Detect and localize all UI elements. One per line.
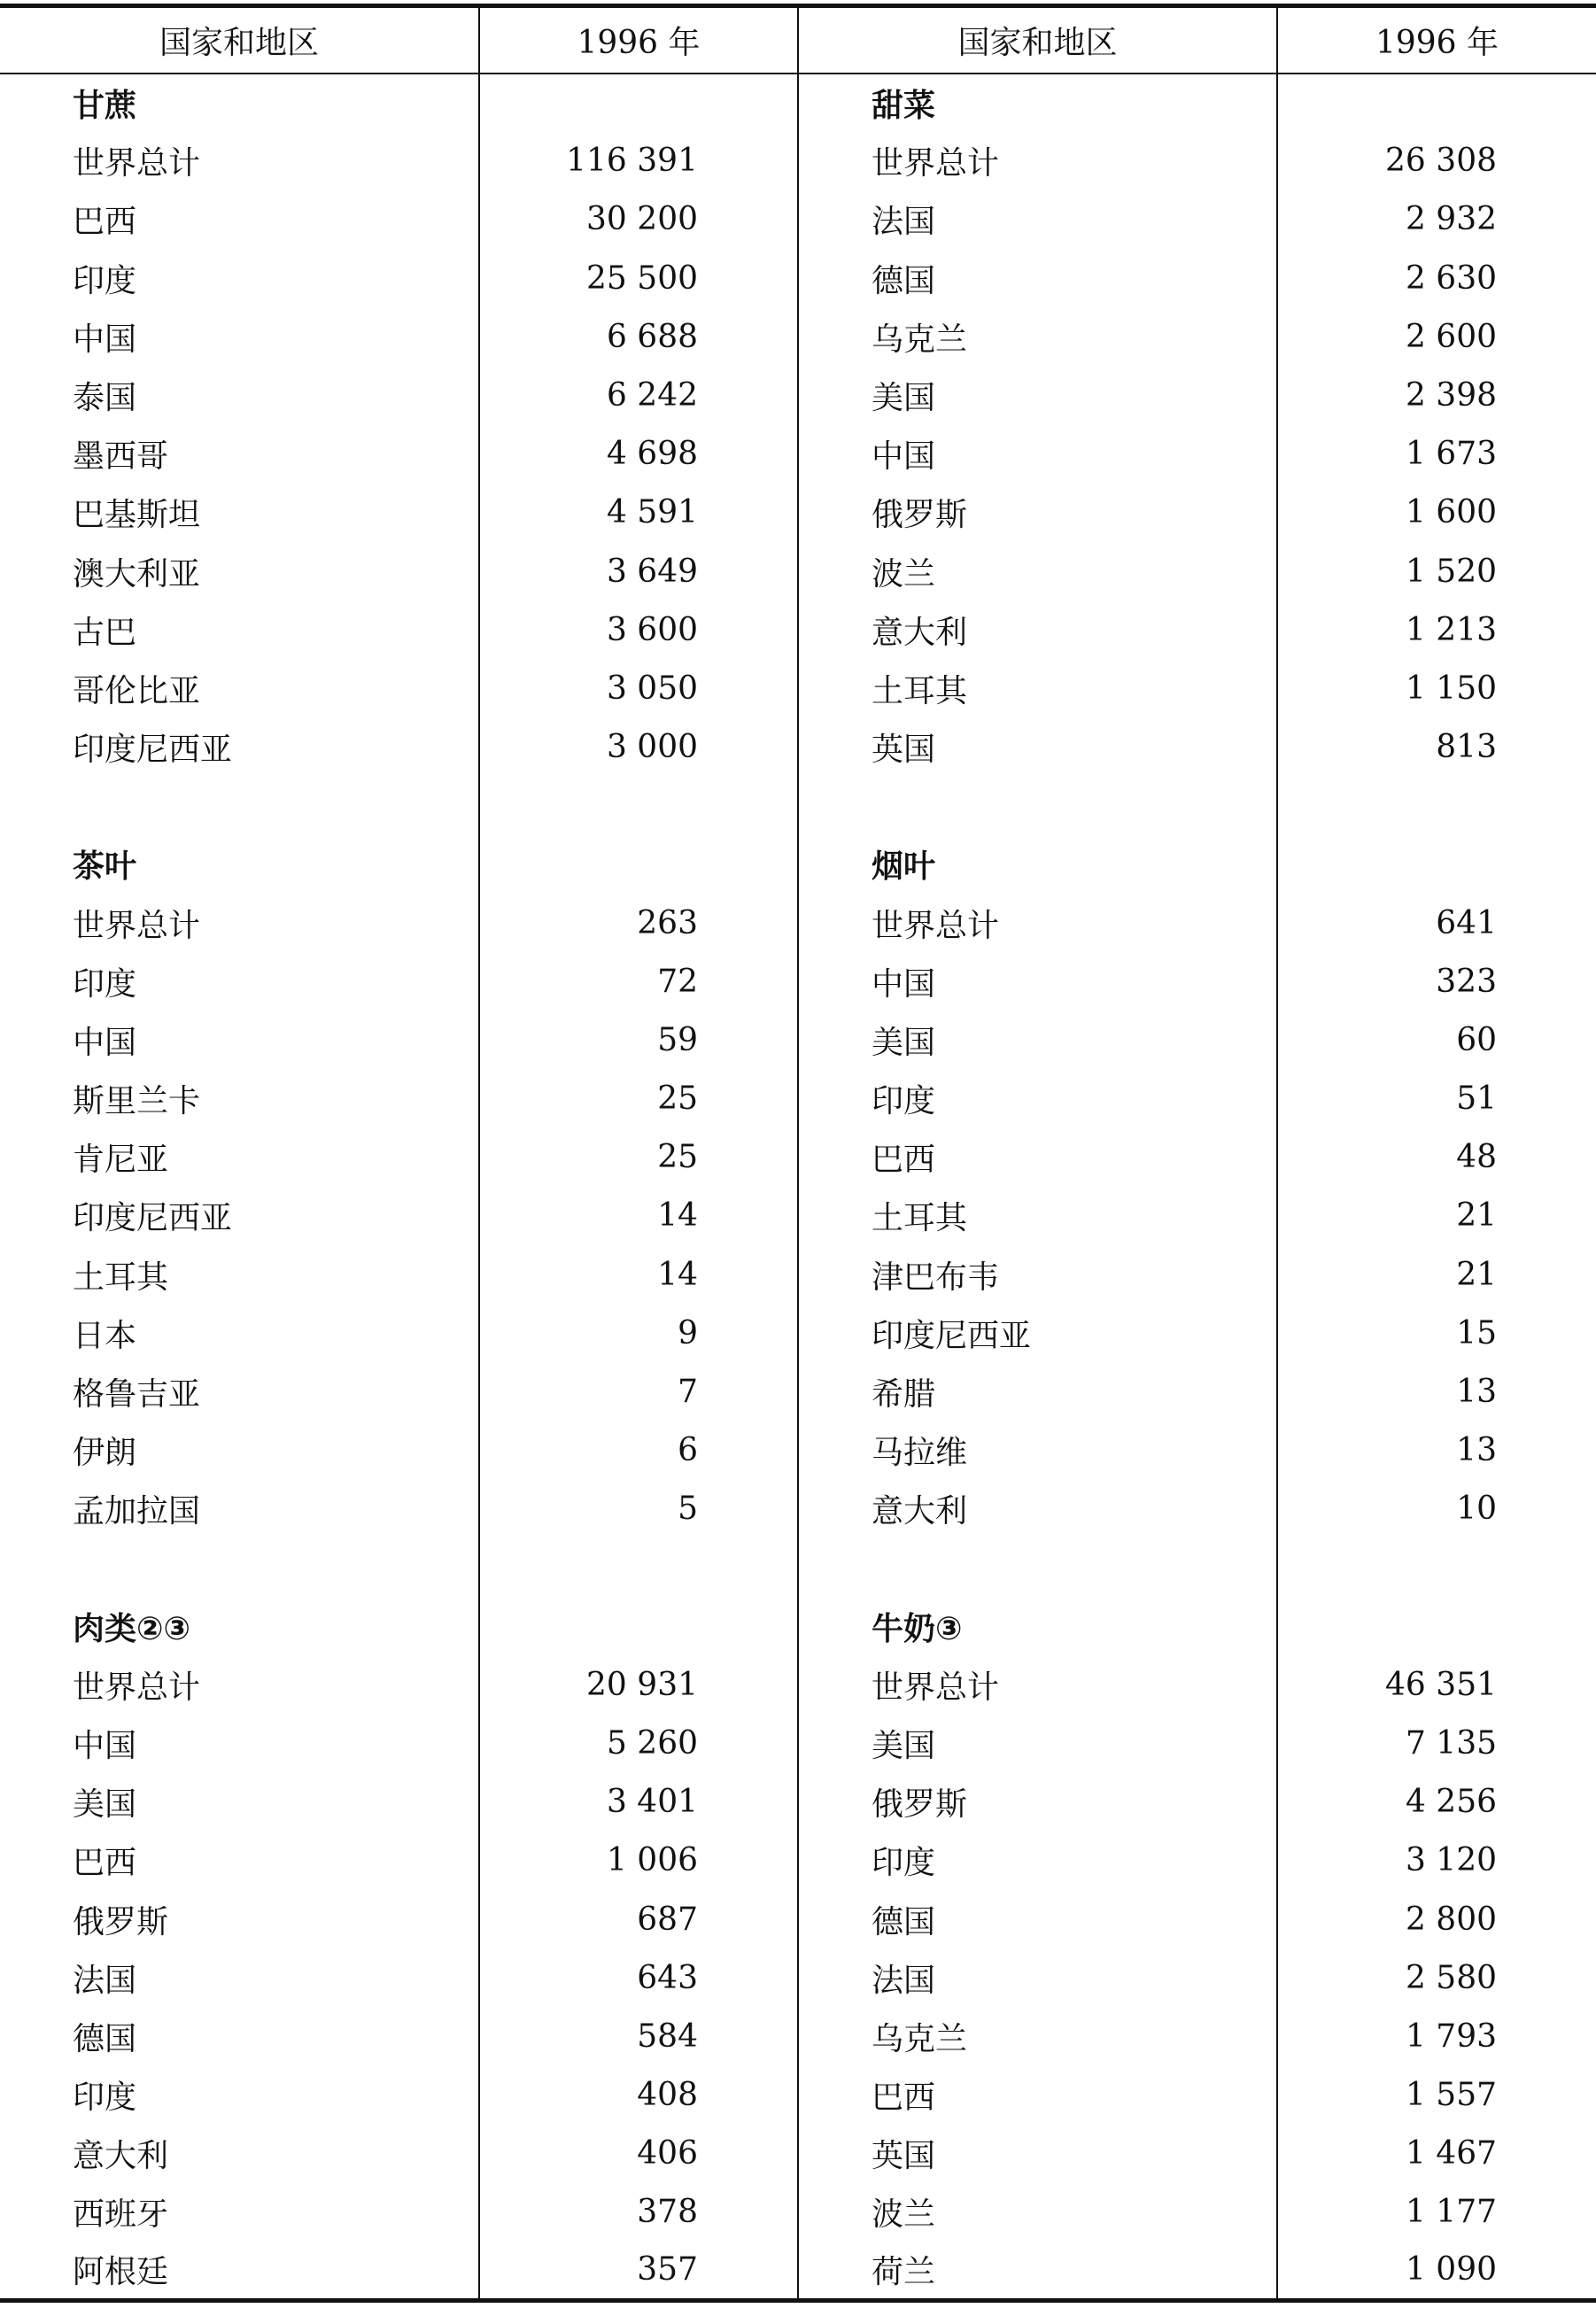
table-row	[0, 1421, 1596, 1480]
right-value-cell: 1 177	[1277, 2183, 1596, 2242]
left-value-cell: 6 688	[479, 307, 798, 366]
category-row	[0, 74, 1596, 132]
left-value-cell: 6 242	[479, 366, 798, 424]
right-region-cell: 德国	[798, 249, 1277, 307]
right-region-cell: 巴西	[798, 2066, 1277, 2125]
left-region-cell: 日本	[73, 1317, 137, 1354]
right-value-cell: 1 673	[1277, 425, 1596, 484]
right-value-cell: 2 398	[1277, 366, 1596, 424]
left-value-cell: 25	[479, 1128, 798, 1187]
right-value-cell: 2 800	[1277, 1890, 1596, 1948]
right-value-cell: 1 467	[1277, 2125, 1596, 2183]
table-row	[0, 2183, 1596, 2242]
left-value-cell: 4 591	[479, 484, 798, 542]
right-region-cell: 德国	[798, 1890, 1277, 1948]
right-value-cell: 2 580	[1277, 1948, 1596, 2007]
left-value-cell: 20 931	[479, 1655, 798, 1714]
table-row	[0, 1187, 1596, 1245]
table-row	[0, 2066, 1596, 2125]
left-region-cell: 俄罗斯	[73, 1903, 169, 1940]
right-value-cell: 26 308	[1277, 132, 1596, 190]
right-value-cell: 60	[1277, 1011, 1596, 1069]
right-value-cell: 1 213	[1277, 600, 1596, 659]
left-value-cell: 687	[479, 1890, 798, 1948]
right-region-cell: 俄罗斯	[798, 484, 1277, 542]
left-value-cell: 14	[479, 1187, 798, 1245]
left-region-cell: 中国	[73, 1024, 137, 1061]
right-value-cell	[1277, 1597, 1596, 1655]
left-region-cell: 哥伦比亚	[73, 672, 201, 709]
right-value-cell: 641	[1277, 894, 1596, 952]
right-region-cell: 美国	[798, 1011, 1277, 1069]
table-row	[0, 1480, 1596, 1538]
left-category-label: 茶叶	[73, 848, 137, 886]
right-value-cell: 1 557	[1277, 2066, 1596, 2125]
left-value-cell: 9	[479, 1304, 798, 1362]
left-region-cell: 格鲁吉亚	[73, 1376, 201, 1413]
right-value-cell: 813	[1277, 718, 1596, 777]
table-row	[0, 718, 1596, 777]
left-region-cell: 澳大利亚	[73, 555, 201, 592]
left-value-cell: 116 391	[479, 132, 798, 190]
category-row	[0, 1597, 1596, 1655]
right-region-cell: 希腊	[798, 1362, 1277, 1421]
left-value-cell: 263	[479, 894, 798, 952]
table-row	[0, 190, 1596, 249]
right-category-label: 牛奶③	[798, 1597, 1277, 1655]
right-region-cell: 印度	[798, 1832, 1277, 1890]
left-value-cell: 357	[479, 2242, 798, 2300]
right-value-cell: 46 351	[1277, 1655, 1596, 1714]
right-region-cell: 印度尼西亚	[798, 1304, 1277, 1362]
right-region-cell: 乌克兰	[798, 307, 1277, 366]
table-body	[0, 74, 1596, 2301]
left-region-cell: 孟加拉国	[73, 1493, 201, 1530]
left-region-cell: 巴西	[73, 204, 137, 241]
left-region-cell: 土耳其	[73, 1259, 169, 1296]
left-region-cell	[0, 1538, 479, 1597]
right-value-cell: 3 120	[1277, 1832, 1596, 1890]
left-value-cell: 30 200	[479, 190, 798, 249]
table-row	[0, 1890, 1596, 1948]
left-value-cell: 59	[479, 1011, 798, 1069]
right-region-cell: 美国	[798, 366, 1277, 424]
right-region-cell: 俄罗斯	[798, 1773, 1277, 1832]
left-region-cell: 巴基斯坦	[73, 497, 201, 534]
right-value-cell: 1 600	[1277, 484, 1596, 542]
left-value-cell	[479, 777, 798, 835]
table-row	[0, 1714, 1596, 1772]
right-value-cell: 10	[1277, 1480, 1596, 1538]
table-row	[0, 1832, 1596, 1890]
table-row	[0, 1362, 1596, 1421]
right-region-cell: 意大利	[798, 600, 1277, 659]
left-value-cell	[479, 74, 798, 132]
left-region-cell: 意大利	[73, 2138, 169, 2175]
table-row	[0, 425, 1596, 484]
left-region-cell: 泰国	[73, 380, 137, 417]
right-value-cell: 21	[1277, 1187, 1596, 1245]
left-region-cell: 世界总计	[73, 907, 201, 944]
left-value-cell: 25 500	[479, 249, 798, 307]
left-region-cell: 西班牙	[73, 2196, 169, 2234]
right-region-cell: 世界总计	[798, 132, 1277, 190]
right-category-label: 甜菜	[798, 74, 1277, 132]
right-region-cell	[798, 1538, 1277, 1597]
table-row	[0, 132, 1596, 190]
left-region-cell: 中国	[73, 1727, 137, 1764]
left-region-cell: 美国	[73, 1786, 137, 1824]
table-row	[0, 2242, 1596, 2300]
right-value-cell	[1277, 835, 1596, 894]
right-region-cell: 印度	[798, 1070, 1277, 1128]
right-value-cell	[1277, 74, 1596, 132]
right-region-cell: 中国	[798, 952, 1277, 1011]
right-region-cell: 巴西	[798, 1128, 1277, 1187]
right-value-cell: 21	[1277, 1245, 1596, 1304]
table-row	[0, 600, 1596, 659]
right-region-cell: 法国	[798, 1948, 1277, 2007]
right-value-cell: 13	[1277, 1362, 1596, 1421]
table-header	[0, 6, 1596, 74]
left-value-cell: 3 000	[479, 718, 798, 777]
right-value-cell: 2 630	[1277, 249, 1596, 307]
left-value-cell: 25	[479, 1070, 798, 1128]
right-region-cell: 土耳其	[798, 1187, 1277, 1245]
left-value-cell	[479, 835, 798, 894]
category-row	[0, 835, 1596, 894]
right-region-cell: 乌克兰	[798, 2007, 1277, 2065]
table-row	[0, 952, 1596, 1011]
table-row	[0, 484, 1596, 542]
right-region-cell: 意大利	[798, 1480, 1277, 1538]
right-value-cell: 4 256	[1277, 1773, 1596, 1832]
table-row	[0, 2125, 1596, 2183]
left-region-cell: 斯里兰卡	[73, 1083, 201, 1120]
left-value-cell: 1 006	[479, 1832, 798, 1890]
left-value-cell: 3 600	[479, 600, 798, 659]
left-region-cell: 德国	[73, 2020, 137, 2057]
left-region-cell: 世界总计	[73, 1669, 201, 1706]
left-value-cell: 7	[479, 1362, 798, 1421]
left-region-cell: 伊朗	[73, 1435, 137, 1472]
table-row	[0, 894, 1596, 952]
spacer-row	[0, 1538, 1596, 1597]
left-category-label: 肉类②③	[73, 1610, 190, 1647]
table-row	[0, 366, 1596, 424]
left-region-cell: 阿根廷	[0, 2242, 479, 2300]
left-value-cell: 5 260	[479, 1714, 798, 1772]
left-value-cell: 5	[479, 1480, 798, 1538]
spacer-row	[0, 777, 1596, 835]
table-row	[0, 249, 1596, 307]
left-value-cell: 3 401	[479, 1773, 798, 1832]
right-region-cell: 美国	[798, 1714, 1277, 1772]
right-value-cell: 323	[1277, 952, 1596, 1011]
left-region-cell: 巴西	[73, 1845, 137, 1882]
left-value-cell: 643	[479, 1948, 798, 2007]
right-region-cell: 荷兰	[798, 2242, 1277, 2300]
right-region-cell: 津巴布韦	[798, 1245, 1277, 1304]
left-value-cell	[479, 1597, 798, 1655]
table-row	[0, 307, 1596, 366]
table-row	[0, 2007, 1596, 2065]
left-region-cell: 印度尼西亚	[73, 732, 233, 769]
right-region-cell: 土耳其	[798, 659, 1277, 717]
right-value-cell	[1277, 777, 1596, 835]
left-value-cell: 584	[479, 2007, 798, 2065]
right-region-cell: 世界总计	[798, 894, 1277, 952]
right-value-cell: 13	[1277, 1421, 1596, 1480]
header-region-left: 国家和地区	[0, 6, 479, 74]
left-region-cell: 印度尼西亚	[73, 1200, 233, 1237]
left-region-cell: 墨西哥	[73, 438, 169, 476]
right-category-label: 烟叶	[798, 835, 1277, 894]
left-region-cell: 法国	[73, 1962, 137, 1999]
table-row	[0, 542, 1596, 600]
left-region-cell: 肯尼亚	[73, 1142, 169, 1179]
right-value-cell: 1 090	[1277, 2242, 1596, 2300]
table-row	[0, 1128, 1596, 1187]
left-value-cell: 406	[479, 2125, 798, 2183]
left-region-cell	[0, 777, 479, 835]
header-row	[0, 6, 1596, 74]
left-region-cell: 印度	[73, 965, 137, 1003]
right-value-cell: 48	[1277, 1128, 1596, 1187]
table-row	[0, 1011, 1596, 1069]
table-row	[0, 1773, 1596, 1832]
table-row	[0, 1245, 1596, 1304]
right-region-cell: 波兰	[798, 2183, 1277, 2242]
right-region-cell: 马拉维	[798, 1421, 1277, 1480]
left-category-label: 甘蔗	[73, 87, 137, 124]
right-region-cell: 英国	[798, 2125, 1277, 2183]
left-value-cell: 3 050	[479, 659, 798, 717]
right-value-cell: 2 600	[1277, 307, 1596, 366]
right-region-cell: 中国	[798, 425, 1277, 484]
left-value-cell: 378	[479, 2183, 798, 2242]
left-region-cell: 世界总计	[73, 145, 201, 182]
left-value-cell: 4 698	[479, 425, 798, 484]
right-value-cell: 7 135	[1277, 1714, 1596, 1772]
table-row	[0, 659, 1596, 717]
right-value-cell: 1 520	[1277, 542, 1596, 600]
right-value-cell: 1 150	[1277, 659, 1596, 717]
header-region-right: 国家和地区	[798, 6, 1277, 74]
left-value-cell: 14	[479, 1245, 798, 1304]
right-region-cell: 波兰	[798, 542, 1277, 600]
right-region-cell	[798, 777, 1277, 835]
header-year-left: 1996 年	[479, 6, 798, 74]
left-value-cell: 72	[479, 952, 798, 1011]
right-value-cell: 1 793	[1277, 2007, 1596, 2065]
left-region-cell: 印度	[73, 2080, 137, 2117]
right-value-cell: 51	[1277, 1070, 1596, 1128]
table-row	[0, 1948, 1596, 2007]
right-region-cell: 英国	[798, 718, 1277, 777]
right-value-cell	[1277, 1538, 1596, 1597]
left-region-cell: 古巴	[73, 614, 137, 651]
header-year-right: 1996 年	[1277, 6, 1596, 74]
left-value-cell	[479, 1538, 798, 1597]
right-region-cell: 世界总计	[798, 1655, 1277, 1714]
left-value-cell: 3 649	[479, 542, 798, 600]
right-region-cell: 法国	[798, 190, 1277, 249]
production-table	[0, 4, 1596, 2303]
table-row	[0, 1655, 1596, 1714]
right-value-cell: 2 932	[1277, 190, 1596, 249]
left-region-cell: 中国	[73, 321, 137, 358]
left-value-cell: 6	[479, 1421, 798, 1480]
right-value-cell: 15	[1277, 1304, 1596, 1362]
table-row	[0, 1304, 1596, 1362]
table-row	[0, 1070, 1596, 1128]
left-region-cell: 印度	[73, 262, 137, 299]
left-value-cell: 408	[479, 2066, 798, 2125]
